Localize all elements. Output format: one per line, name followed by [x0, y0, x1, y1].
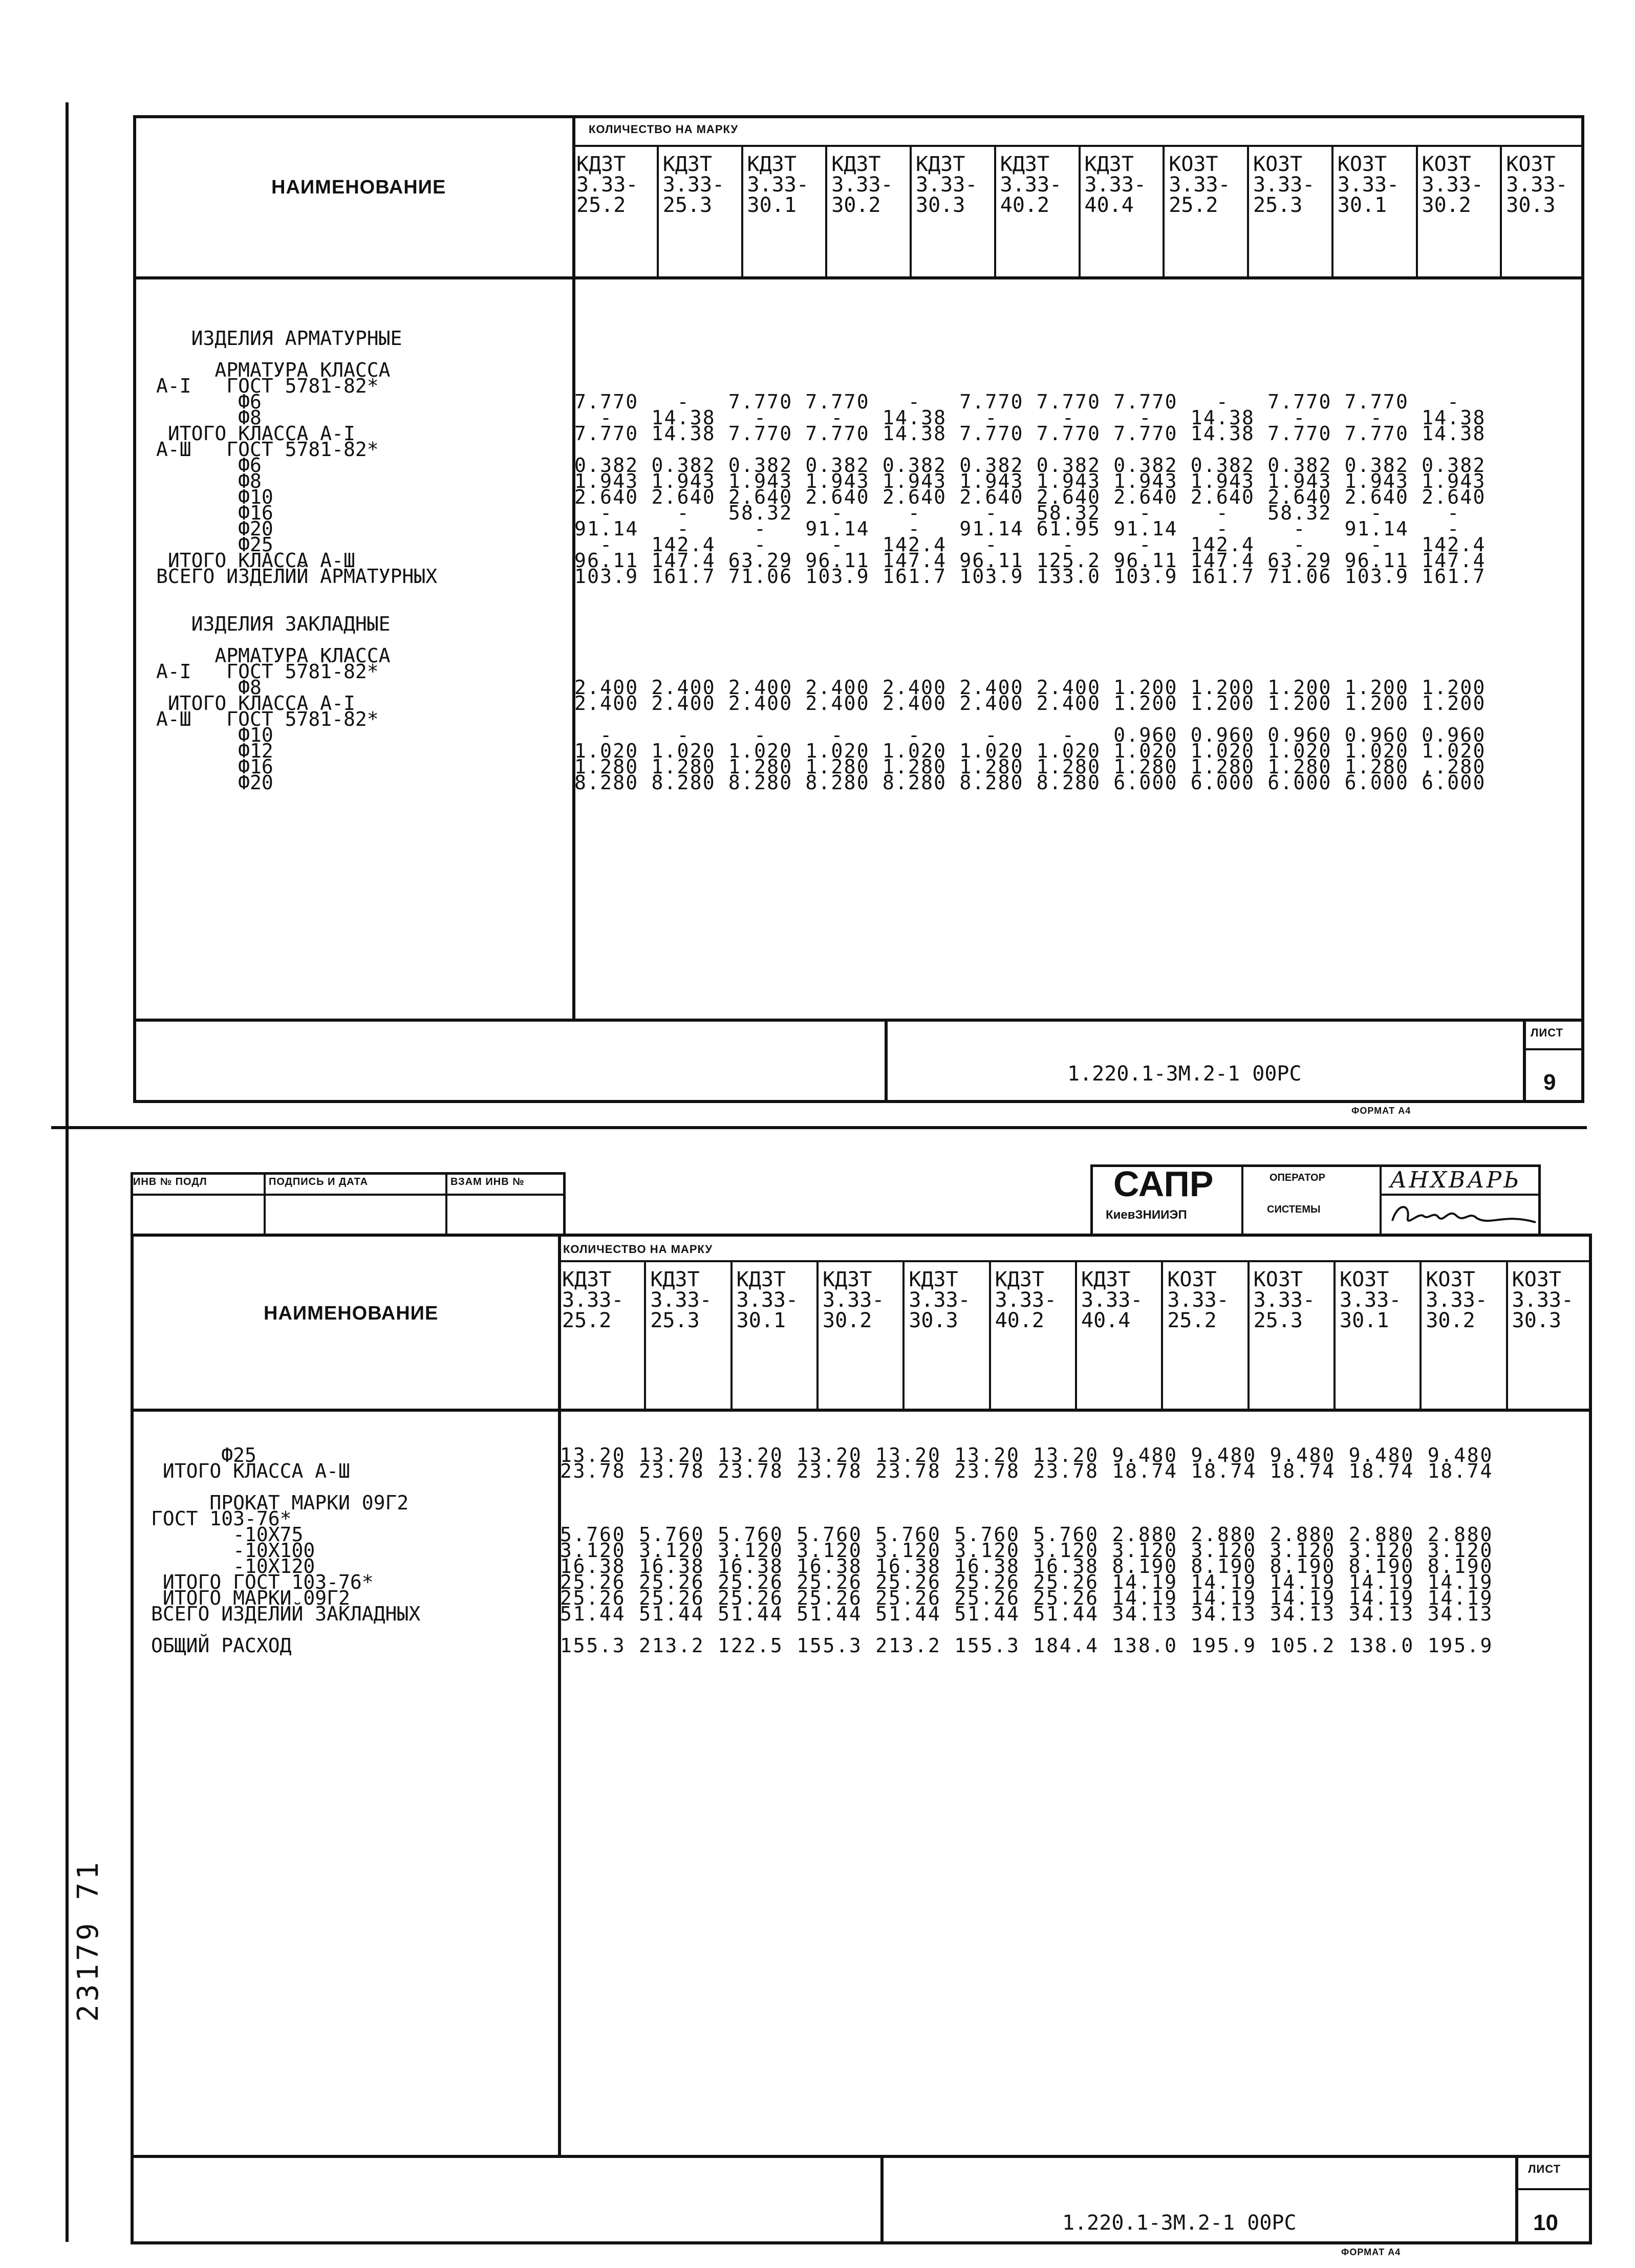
row-name: ГОСТ 103-76*	[151, 1507, 292, 1530]
archive-number: 23179 71	[72, 1859, 105, 2022]
row-name: ИТОГО КЛАССА А-I	[156, 422, 355, 445]
row-name: АРМАТУРА КЛАССА	[156, 359, 391, 381]
column-header	[1161, 1262, 1247, 1409]
row-name: ИТОГО ГОСТ 103-76*	[151, 1571, 374, 1593]
column-header-line: 25.2	[1167, 1309, 1217, 1332]
column-header-line: 30.3	[909, 1309, 958, 1332]
sheet-10-list-label: ЛИСТ	[1528, 2163, 1561, 2175]
column-header-line: 25.2	[1169, 193, 1218, 217]
sheet-10-format: ФОРМАТ А4	[1341, 2247, 1401, 2257]
sapr-stamp-div1	[1241, 1164, 1243, 1234]
column-header-line: КДЗТ	[823, 1268, 872, 1291]
operator-signature	[1387, 1198, 1541, 1234]
row-name: Ф10	[156, 486, 273, 508]
column-header-line: 3.33-	[1253, 173, 1315, 197]
row-values: 51.44 51.44 51.44 51.44 51.44 51.44 51.44 34.13 34.13 34.13 34.13 34.13	[560, 1603, 1494, 1625]
column-header-line: 30.2	[1426, 1309, 1475, 1332]
row-values	[574, 347, 1578, 362]
row-values	[574, 616, 1578, 632]
sheet-9-data-column	[574, 331, 1578, 794]
inventory-stamp-line	[131, 1194, 566, 1196]
column-header-line: КОЗТ	[1506, 153, 1556, 176]
sheet-9-column-headers	[572, 147, 1584, 276]
column-header	[1331, 147, 1416, 276]
vzam-label: ВЗАМ ИНВ №	[450, 1176, 525, 1187]
column-header	[825, 147, 910, 276]
row-values	[574, 632, 1578, 648]
row-name: А-Ш ГОСТ 5781-82*	[156, 708, 379, 730]
row-name: ИТОГО КЛАССА А-Ш	[156, 549, 355, 572]
column-header-line: 40.2	[995, 1309, 1044, 1332]
operator-label: ОПЕРАТОР	[1270, 1172, 1325, 1183]
column-header-line: КОЗТ	[1167, 1268, 1217, 1291]
column-header-line: 30.1	[1337, 193, 1387, 217]
column-header	[1416, 147, 1500, 276]
row-values: 7.770 14.38 7.770 7.770 14.38 7.770 7.770 7.770 14.38 7.770 7.770 14.38	[574, 422, 1486, 445]
row-values: 23.78 23.78 23.78 23.78 23.78 23.78 23.78 18.74 18.74 18.74 18.74 18.74	[560, 1460, 1494, 1482]
sheet-9-naimenovanie: НАИМЕНОВАНИЕ	[271, 177, 446, 198]
column-header-line: 3.33-	[916, 173, 978, 197]
column-header-line: 30.1	[736, 1309, 786, 1332]
sheet-9-kolichestvo: КОЛИЧЕСТВО НА МАРКУ	[589, 123, 739, 136]
row-name: Ф8	[156, 470, 262, 492]
column-header-line: 3.33-	[562, 1288, 624, 1312]
column-header-line: 3.33-	[1340, 1288, 1402, 1312]
inv-podl-label: ИНВ № ПОДЛ	[133, 1176, 207, 1187]
column-header-line: 3.33-	[1253, 1288, 1316, 1312]
column-header-line: 30.2	[831, 193, 881, 217]
row-values: 91.14 - - 91.14 - 91.14 61.95 91.14 - - 91.14 -	[574, 517, 1460, 540]
sheet-10-code: 1.220.1-3М.2-1 00РС	[1062, 2211, 1297, 2235]
column-header-line: КДЗТ	[995, 1268, 1044, 1291]
column-header-line: 40.4	[1081, 1309, 1131, 1332]
column-header	[1247, 1262, 1333, 1409]
column-header-line: 3.33-	[823, 1288, 885, 1312]
column-header	[1419, 1262, 1505, 1409]
column-header-line: КДЗТ	[662, 153, 713, 176]
row-values: 155.3 213.2 122.5 155.3 213.2 155.3 184.4 138.0 195.9 105.2 138.0 195.9	[560, 1634, 1494, 1657]
row-values: 0.382 0.382 0.382 0.382 0.382 0.382 0.382 0.382 0.382 0.382 0.382 0.382	[574, 454, 1486, 477]
row-name: Ф6	[156, 391, 262, 413]
column-header	[816, 1262, 902, 1409]
row-values: 1.020 1.020 1.020 1.020 1.020 1.020 1.020 1.020 1.020 1.020 1.020 1.020	[574, 740, 1486, 762]
sheet-9-number: 9	[1543, 1070, 1556, 1095]
column-header-line: 3.33-	[650, 1288, 712, 1312]
column-header	[910, 147, 994, 276]
column-header	[1333, 1262, 1419, 1409]
sheet-10-list-divider	[1515, 2155, 1518, 2244]
sheet-9-list-label: ЛИСТ	[1531, 1026, 1564, 1039]
sheet-10-data-column	[560, 1432, 1589, 1657]
sheet-9-list-line	[1523, 1048, 1584, 1050]
column-header-line: 3.33-	[831, 173, 893, 197]
sheet-10-footer-divider	[880, 2155, 884, 2244]
row-name: Ф20	[156, 771, 273, 794]
column-header-line: КОЗТ	[1253, 1268, 1303, 1291]
column-header-line: 3.33-	[1337, 173, 1400, 197]
sheet-10-column-headers	[558, 1262, 1592, 1409]
column-header-line: 3.33-	[1167, 1288, 1229, 1312]
column-header-line: 25.3	[662, 193, 713, 217]
row-values: 13.20 13.20 13.20 13.20 13.20 13.20 13.20 9.480 9.480 9.480 9.480 9.480	[560, 1444, 1494, 1466]
row-values: 96.11 147.4 63.29 96.11 147.4 96.11 125.2 96.11 147.4 63.29 96.11 147.4	[574, 549, 1486, 572]
column-header-line: КДЗТ	[650, 1268, 700, 1291]
row-values	[574, 331, 1578, 347]
column-header-line: 3.33-	[662, 173, 725, 197]
column-header-line: 3.33-	[1084, 173, 1146, 197]
column-header-line: 3.33-	[1506, 173, 1568, 197]
row-values: 1.943 1.943 1.943 1.943 1.943 1.943 1.943 1.943 1.943 1.943 1.943 1.943	[574, 470, 1486, 492]
column-header-line: 25.2	[562, 1309, 612, 1332]
row-values: 2.400 2.400 2.400 2.400 2.400 2.400 2.400 1.200 1.200 1.200 1.200 1.200	[574, 676, 1486, 699]
row-name: Ф25	[151, 1444, 256, 1466]
column-header-line: КДЗТ	[1084, 153, 1134, 176]
column-header	[741, 147, 826, 276]
row-name: Ф8	[156, 406, 262, 429]
column-header-line: 30.3	[1506, 193, 1556, 217]
column-header-line: 25.3	[1253, 193, 1303, 217]
column-header-line: 3.33-	[747, 173, 809, 197]
row-values: 5.760 5.760 5.760 5.760 5.760 5.760 5.760 2.880 2.880 2.880 2.880 2.880	[560, 1523, 1494, 1546]
row-name: -10Х120	[151, 1555, 315, 1578]
row-name: ИЗДЕЛИЯ АРМАТУРНЫЕ	[156, 327, 402, 350]
sheet-9-names-column	[156, 327, 566, 794]
column-header-line: 3.33-	[909, 1288, 971, 1312]
row-name: А-I ГОСТ 5781-82*	[156, 660, 379, 683]
row-name: А-I ГОСТ 5781-82*	[156, 375, 379, 397]
sheet-10-number: 10	[1533, 2210, 1558, 2235]
sheet-9-footer-divider	[885, 1019, 888, 1103]
column-header-line: КОЗТ	[1426, 1268, 1475, 1291]
row-values: - - 58.32 - - - 58.32 - - 58.32 - -	[574, 502, 1460, 524]
sheet-10-naimenovanie: НАИМЕНОВАНИЕ	[264, 1303, 439, 1324]
row-name: А-Ш ГОСТ 5781-82*	[156, 438, 379, 461]
column-header-line: 30.2	[1422, 193, 1471, 217]
row-name: Ф20	[156, 517, 273, 540]
column-header-line: КОЗТ	[1422, 153, 1471, 176]
column-header	[558, 1262, 644, 1409]
sapr-stamp-div2	[1380, 1164, 1382, 1234]
row-values	[574, 362, 1578, 378]
column-header-line: 30.3	[916, 193, 965, 217]
column-header-line: КОЗТ	[1512, 1268, 1561, 1291]
row-name: АРМАТУРА КЛАССА	[156, 644, 391, 667]
row-name: Ф12	[156, 740, 273, 762]
row-name: ВСЕГО ИЗДЕЛИЙ ЗАКЛАДНЫХ	[151, 1603, 421, 1625]
column-header-line: 30.3	[1512, 1309, 1561, 1332]
column-header-line: КДЗТ	[916, 153, 965, 176]
row-values: - - - - - - - 0.960 0.960 0.960 0.960 0.960	[574, 724, 1486, 746]
row-name: ИТОГО МАРКИ 09Г2	[151, 1587, 350, 1609]
sheet-10-names-column	[151, 1432, 550, 1657]
row-values: 8.280 8.280 8.280 8.280 8.280 8.280 8.280 6.000 6.000 6.000 6.000 6.000	[574, 771, 1486, 794]
column-header	[989, 1262, 1075, 1409]
row-values: 16.38 16.38 16.38 16.38 16.38 16.38 16.38 8.190 8.190 8.190 8.190 8.190	[560, 1555, 1494, 1578]
column-header-line: 40.2	[1000, 193, 1050, 217]
column-header-line: КОЗТ	[1337, 153, 1387, 176]
row-values: 25.26 25.26 25.26 25.26 25.26 25.26 25.26 14.19 14.19 14.19 14.19 14.19	[560, 1571, 1494, 1593]
column-header-line: 3.33-	[1000, 173, 1062, 197]
column-header-line: 3.33-	[1512, 1288, 1574, 1312]
sheet-9-header-bottom	[133, 276, 1584, 279]
row-values: - 14.38 - - 14.38 - - - 14.38 - - 14.38	[574, 406, 1486, 429]
column-header-line: КОЗТ	[1340, 1268, 1389, 1291]
column-header	[644, 1262, 730, 1409]
column-header-line: 30.2	[823, 1309, 872, 1332]
row-values: 1.280 1.280 1.280 1.280 1.280 1.280 1.280 1.280 1.280 1.280 1.280 ,.280	[574, 755, 1486, 778]
row-name: -10Х75	[151, 1523, 304, 1546]
row-name: ПРОКАТ МАРКИ 09Г2	[151, 1492, 409, 1514]
column-header	[1506, 1262, 1592, 1409]
sheet-10-list-line	[1515, 2188, 1592, 2190]
row-name: Ф8	[156, 676, 262, 699]
column-header-line: КДЗТ	[1081, 1268, 1131, 1291]
column-header-line: 25.2	[576, 193, 626, 217]
row-values: 3.120 3.120 3.120 3.120 3.120 3.120 3.120 3.120 3.120 3.120 3.120 3.120	[560, 1539, 1494, 1562]
row-name: Ф6	[156, 454, 262, 477]
row-values: 103.9 161.7 71.06 103.9 161.7 103.9 133.0 103.9 161.7 71.06 103.9 161.7	[574, 565, 1486, 588]
row-values: 2.640 2.640 2.640 2.640 2.640 2.640 2.640 2.640 2.640 2.640 2.640 2.640	[574, 486, 1486, 508]
sheet-10-footer-top	[131, 2155, 1592, 2158]
sheet-9-code: 1.220.1-3М.2-1 00РС	[1067, 1062, 1302, 1086]
row-name: ОБЩИЙ РАСХОД	[151, 1634, 292, 1657]
row-values: - 142.4 - - 142.4 - - - 142.4 - - 142.4	[574, 533, 1486, 556]
row-values	[560, 1495, 1589, 1511]
operator-name: АНХВАРЬ	[1390, 1167, 1521, 1193]
row-values: 2.400 2.400 2.400 2.400 2.400 2.400 2.400 1.200 1.200 1.200 1.200 1.200	[574, 692, 1486, 715]
row-values	[574, 648, 1578, 664]
row-name: ИЗДЕЛИЯ ЗАКЛАДНЫЕ	[156, 613, 391, 635]
column-header-line: КДЗТ	[562, 1268, 612, 1291]
row-values: 25.26 25.26 25.26 25.26 25.26 25.26 25.26 14.19 14.19 14.19 14.19 14.19	[560, 1587, 1494, 1609]
sheet-9-format: ФОРМАТ А4	[1351, 1106, 1411, 1116]
row-name: ИТОГО КЛАССА А-I	[156, 692, 355, 715]
sheet-10-header-bottom	[131, 1409, 1592, 1412]
column-header	[730, 1262, 816, 1409]
column-header-line: КДЗТ	[576, 153, 626, 176]
column-header	[1075, 1262, 1161, 1409]
column-header-line: 3.33-	[576, 173, 638, 197]
column-header-line: 3.33-	[1081, 1288, 1143, 1312]
row-values	[574, 600, 1578, 616]
column-header-line: 3.33-	[1426, 1288, 1488, 1312]
column-header-line: КДЗТ	[1000, 153, 1050, 176]
column-header	[994, 147, 1079, 276]
row-name: ИТОГО КЛАССА А-Ш	[151, 1460, 350, 1482]
column-header-line: 3.33-	[995, 1288, 1057, 1312]
row-name: -10Х100	[151, 1539, 315, 1562]
column-header-line: 3.33-	[736, 1288, 799, 1312]
row-name: ВСЕГО ИЗДЕЛИЙ АРМАТУРНЫХ	[156, 565, 438, 588]
column-header-line: КДЗТ	[747, 153, 797, 176]
column-header-line: 25.3	[1253, 1309, 1303, 1332]
sheet-10-kolichestvo: КОЛИЧЕСТВО НА МАРКУ	[563, 1243, 713, 1256]
sheet-9-footer-top	[133, 1019, 1584, 1022]
column-header-line: 3.33-	[1169, 173, 1231, 197]
column-header-line: 3.33-	[1422, 173, 1483, 197]
inventory-stamp-div2	[445, 1172, 447, 1234]
column-header-line: 40.4	[1084, 193, 1134, 217]
row-name: Ф16	[156, 755, 273, 778]
row-values: 7.770 - 7.770 7.770 - 7.770 7.770 7.770 - 7.770 7.770 -	[574, 391, 1460, 413]
sapr-logo: САПР	[1113, 1164, 1214, 1204]
sistemy-label: СИСТЕМЫ	[1267, 1204, 1321, 1215]
column-header-line: 25.3	[650, 1309, 700, 1332]
row-name: Ф10	[156, 724, 273, 746]
sapr-stamp-line	[1380, 1194, 1541, 1196]
podpis-label: ПОДПИСЬ И ДАТА	[269, 1176, 369, 1187]
binding-margin-line	[66, 102, 69, 2242]
sheet-9-list-divider	[1523, 1019, 1526, 1103]
column-header-line: 30.1	[1340, 1309, 1389, 1332]
column-header	[1500, 147, 1584, 276]
sheet-separator	[51, 1126, 1587, 1129]
column-header	[1163, 147, 1247, 276]
sapr-org: КиевЗНИИЭП	[1106, 1208, 1187, 1222]
row-name: Ф25	[156, 533, 273, 556]
column-header-line: КОЗТ	[1169, 153, 1218, 176]
column-header-line: КДЗТ	[736, 1268, 786, 1291]
column-header	[657, 147, 741, 276]
column-header	[902, 1262, 988, 1409]
column-header	[572, 147, 657, 276]
inventory-stamp-div1	[264, 1172, 266, 1234]
column-header-line: КДЗТ	[831, 153, 881, 176]
column-header-line: КДЗТ	[909, 1268, 958, 1291]
column-header-line: КОЗТ	[1253, 153, 1303, 176]
column-header	[1079, 147, 1163, 276]
row-name: Ф16	[156, 502, 273, 524]
column-header-line: 30.1	[747, 193, 797, 217]
column-header	[1247, 147, 1331, 276]
